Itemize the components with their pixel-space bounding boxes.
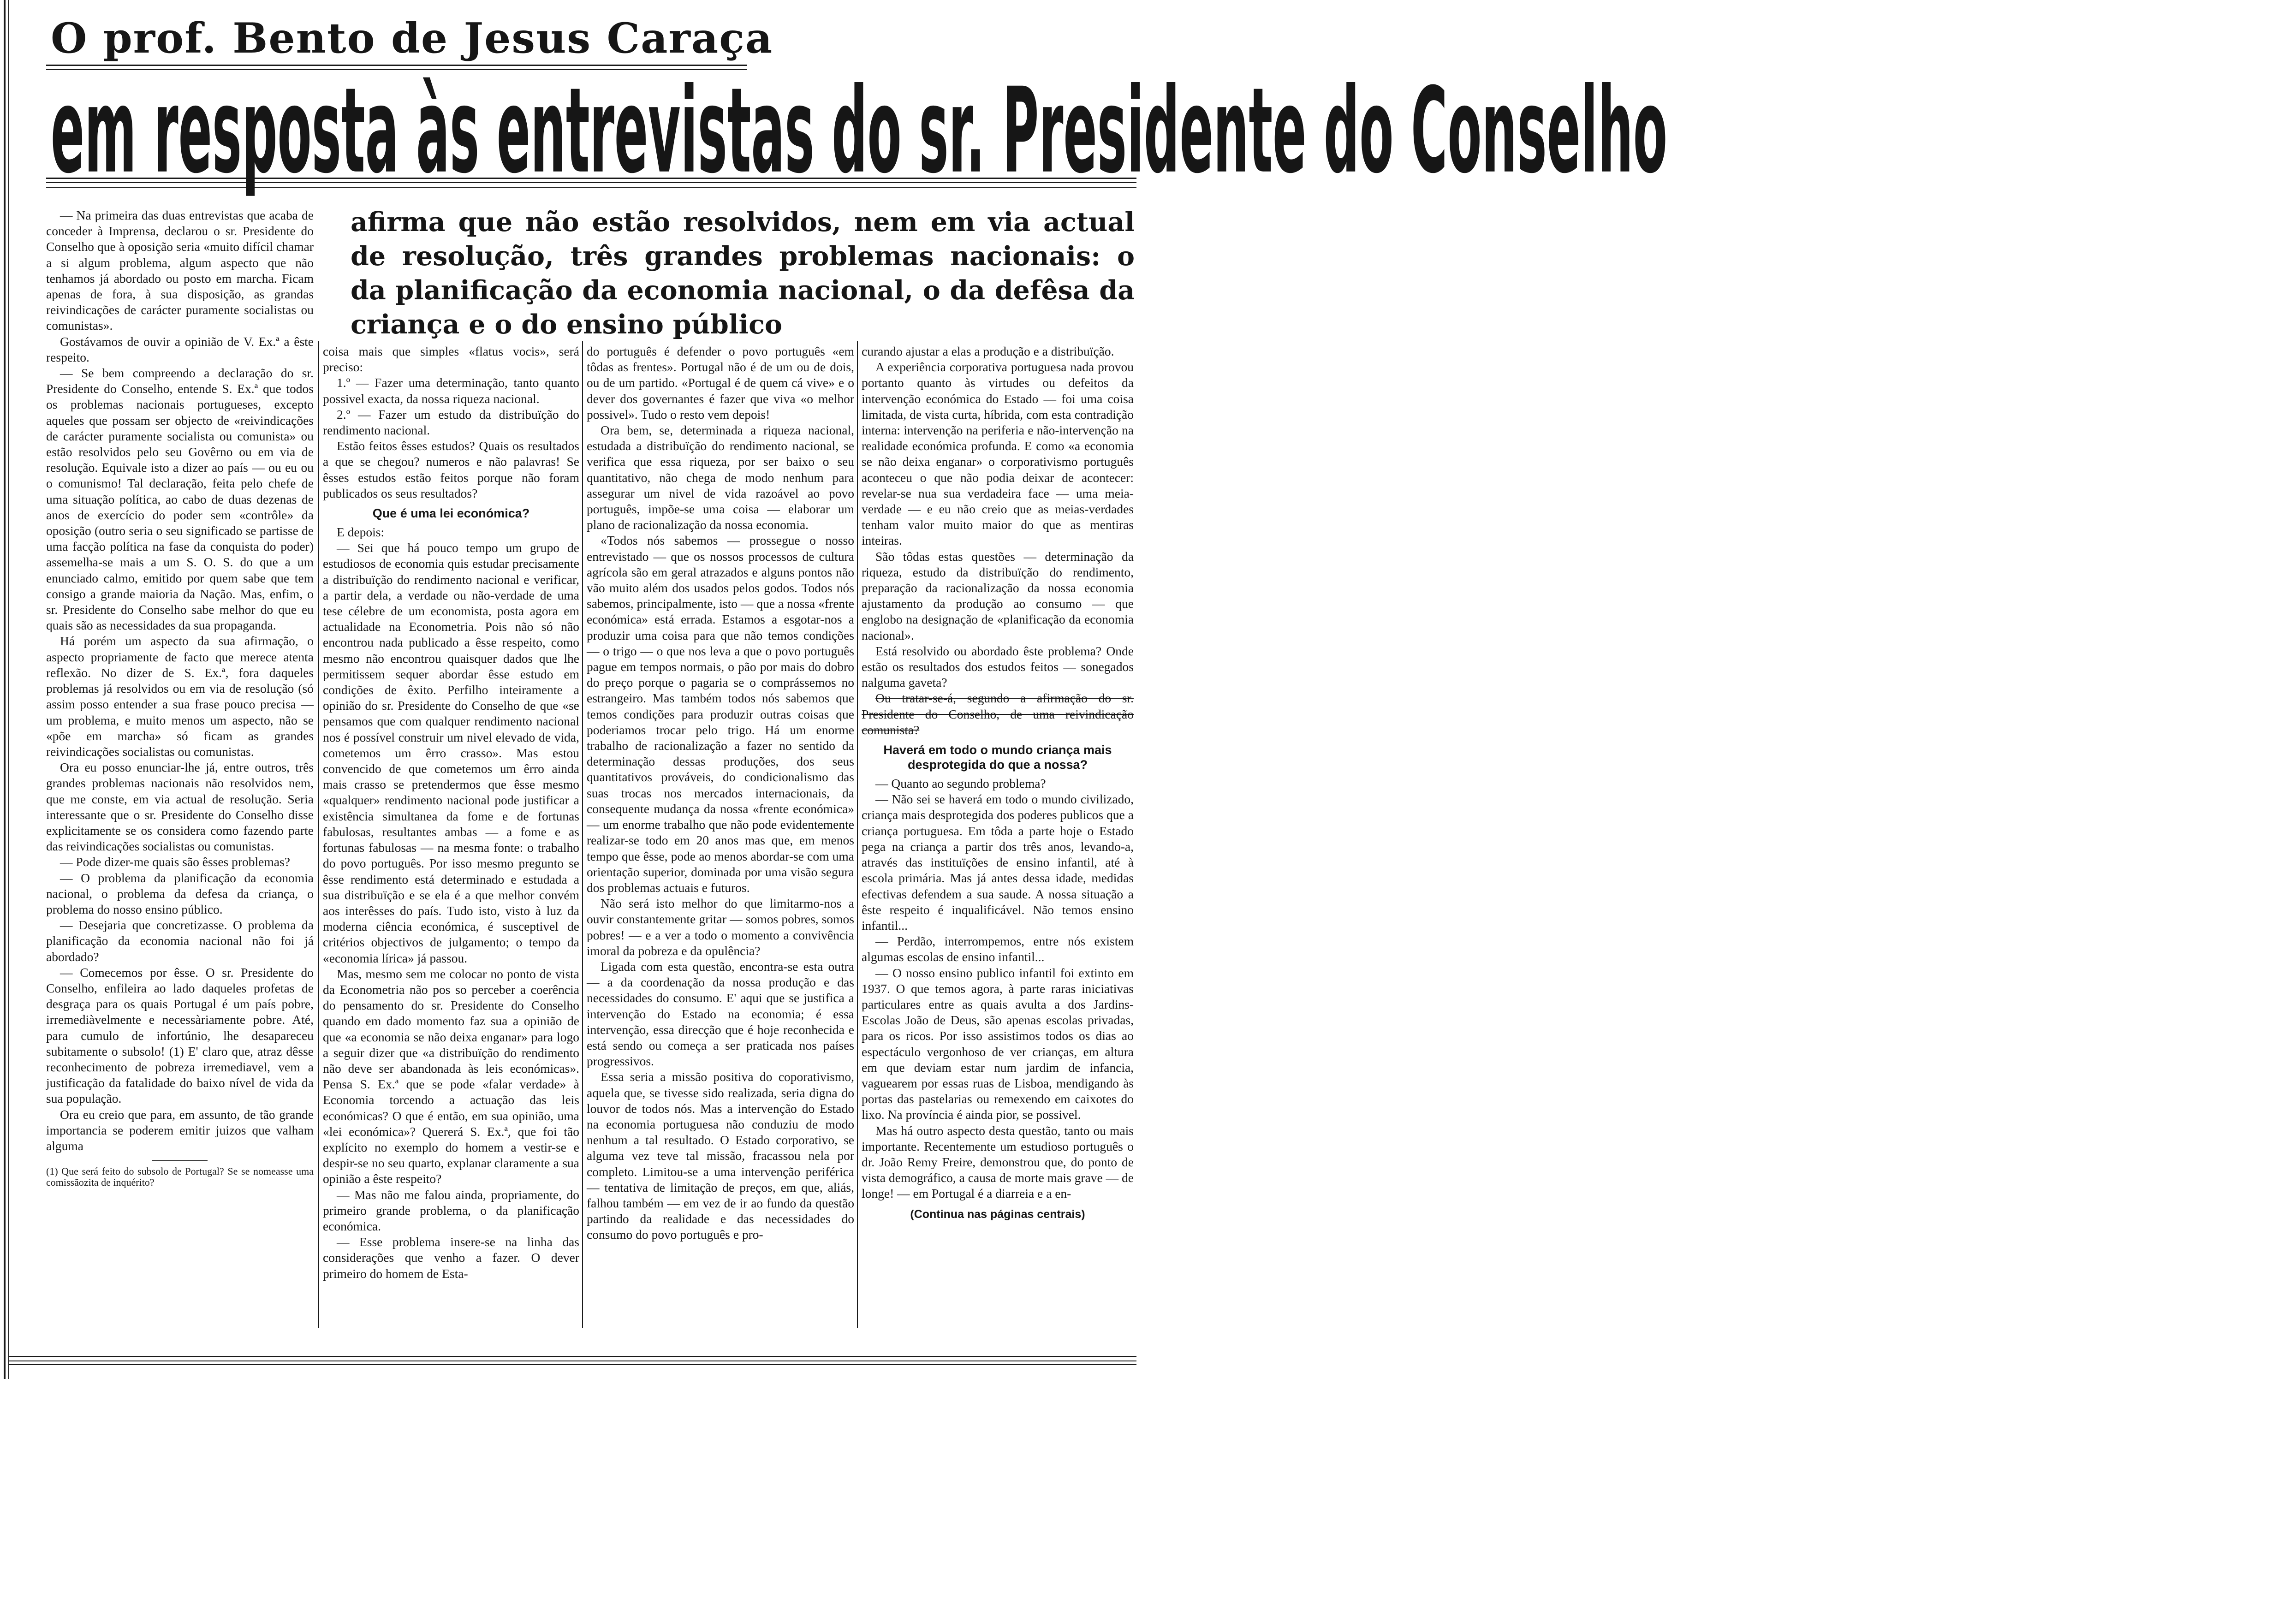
col4-para: — Quanto ao segundo problema? xyxy=(875,776,1046,791)
footnote: (1) Que será feito do subsolo de Portugal? Se se nomeasse uma comissãozita de inquérito? xyxy=(46,1165,314,1188)
col4-para-struck: Ou tratar-se-á, segundo a afirmação do sr. Presidente do Conselho, de uma reivindicação comunista? xyxy=(862,691,1134,737)
col3-para: do português é defender o povo português «em tôdas as frentes». Portugal não é de um ou de dois, ou de um partido. «Portugal é de quem cá vive» e o dever dos governantes é fazer que viva «o melhor possivel». Tudo o resto vem depois! xyxy=(587,344,854,422)
bottom-rule-1 xyxy=(9,1356,1136,1357)
col1-para: — Desejaria que concretizasse. O problema da planificação da economia nacional não foi já abordado? xyxy=(46,918,314,964)
col2-subheading: Que é uma lei económica? xyxy=(372,506,530,521)
article-column-4 xyxy=(862,344,1134,1349)
col4-para: curando ajustar a elas a produção e a distribuïção. xyxy=(862,344,1114,358)
col1-para: Há porém um aspecto da sua afirmação, o aspecto propriamente de facto que merece atenta reflexão. No dizer de S. Ex.ª, fora daqueles problemas já resolvidos ou em via de resolução (só assim posso entender a sua frase pouco precisa — um problema, e muito menos um aspecto, não se «põe em marcha» só ficam as grandes reivindicações socialistas ou comunistas. xyxy=(46,634,314,759)
col4-para: São tôdas estas questões — determinação da riqueza, estudo da distribuïção do rendimento, preparação da racionalização da nossa economia ajustamento da produção ao consumo — que englobo na designação de «planificação da economia nacional». xyxy=(862,549,1134,642)
bottom-rule-3 xyxy=(9,1364,1136,1365)
col3-para: Ora bem, se, determinada a riqueza nacional, estudada a distribuïção do rendimento nacional, se verifica que essa riqueza, por ser baixo o seu quantitativo, não chega de modo nenhum para assegurar um nivel de vida razoável ao povo português, impõe-se uma coisa — elaborar um plano de racionalização da nossa economia. xyxy=(587,423,854,532)
col4-subheading: Haverá em todo o mundo criança mais desprotegida do que a nossa? xyxy=(883,743,1112,772)
col1-para: — Pode dizer-me quais são êsses problemas? xyxy=(60,855,290,869)
col2-para: — Esse problema insere-se na linha das considerações que venho a fazer. O dever primeiro do homem de Esta- xyxy=(323,1235,579,1281)
col2-para: — Mas não me falou ainda, propriamente, do primeiro grande problema, o da planificação económica. xyxy=(323,1187,579,1233)
left-border-rule-inner xyxy=(8,0,9,1379)
article-column-3 xyxy=(587,344,854,1349)
col1-para: Ora eu posso enunciar-lhe já, entre outros, três grandes problemas nacionais não resolvidos nem, que me conste, em via actual de resolução. Seria interessante que o sr. Presidente do Conselho disse explicitamente se os considera como fazendo parte das reivindicações socialistas ou comunistas. xyxy=(46,760,314,854)
col1-para: — Se bem compreendo a declaração do sr. Presidente do Conselho, entende S. Ex.ª que todos os problemas nacionais portugueses, excepto aqueles que possam ser objecto de «reivindicações de carácter puramente socialista ou comunista» ou estão resolvidos pelo seu Govêrno ou em via de resolução. Equivale isto a dizer ao país — ou eu ou o comunismo! Tal declaração, feita pelo chefe de uma situação política, ao cabo de duas dezenas de anos de exercício do poder sem «contrôle» da oposição (outro seria o seu significado se partisse de uma facção política na fase da conquista do poder) assemelha-se mais a um S. O. S. do que a um enunciado calmo, emitido por quem sabe que tem consigo a grande maioria da Nação. Mas, enfim, o sr. Presidente do Conselho sabe melhor do que eu quais são as necessidades da sua propaganda. xyxy=(46,366,314,633)
col4-para: — O nosso ensino publico infantil foi extinto em 1937. O que temos agora, à parte raras iniciativas particulares entre as quais avulta a dos Jardins-Escolas João de Deus, são apenas escolas privadas, para os ricos. Por isso assistimos todos os dias ao espectáculo vergonhoso de ver crianças, em altura em que deviam estar num jardim de infancia, vaguearem por essas ruas de Lisboa, mendigando às portas das pastelarias ou remexendo em caixotes do lixo. Na província é ainda pior, se possivel. xyxy=(862,965,1134,1122)
col4-para: Está resolvido ou abordado êste problema? Onde estão os resultados dos estudos feitos — sonegados nalguma gaveta? xyxy=(862,643,1134,690)
col4-para: A experiência corporativa portuguesa nada provou portanto quanto às virtudes ou defeitos da intervenção económica do Estado — foi uma coisa limitada, de vista curta, híbrida, com esta contradição interna: intervenção na periferia e não-intervenção na realidade económica profunda. E como «a economia se não deixa enganar» o corporativismo português aconteceu o que não podia deixar de acontecer: revelar-se nua sua verdadeira face — uma meia-verdade — e eu não creio que as meias-verdades tenham valor muito maior do que as mentiras inteiras. xyxy=(862,360,1134,548)
col3-para: «Todos nós sabemos — prosseguе o nosso entrevistado — que os nossos processos de cultura agrícola são em geral atrazados e alguns pontos não vão muito além dos usados pelos godos. Todos nós sabemos, principalmente, isto — que a nossa «frente económica» está errada. Estamos a esgotar-nos a produzir uma coisa para que não temos condições — o trigo — o que nos leva a que o povo português pague em tempos normais, o pão por mais do dobro do preço porque o pagaria se o comprássemos no estrangeiro. Mas também todos nós sabemos que temos condições para produzir outras coisas que poderiamos trocar pelo trigo. Há um enorme trabalho de racionalização a fazer no sentido da determinação dessas produções, dos seus quantitativos prováveis, do condicionalismo das suas trocas nos mercados internacionais, da consequente mudança da nossa «frente económica» — um enorme trabalho que não pode evidentemente realizar-se todo em 20 anos mas que, em menos tempo que êsse, pode ao menos abordar-se com uma orientação superior, dominada por uma visão segura dos problemas actuais e futuros. xyxy=(587,533,854,895)
col3-para: Não será isto melhor do que limitarmo-nos a ouvir constantemente gritar — somos pobres, somos pobres! — e a ver a todo o momento a convivência imoral da pobreza e da opulência? xyxy=(587,896,854,958)
col2-para: Mas, mesmo sem me colocar no ponto de vista da Econometria não pos so perceber a coerência do pensamento do sr. Presidente do Conselho quando em dado momento faz sua a opinião de que «a economia se não deixa enganar» para logo a seguir dizer que «a distribuïção do rendimento não deve ser abandonada às leis económicas». Pensa S. Ex.ª que se pode «falar verdade» à Economia torcendo a actuação das leis económicas? O que é então, em sua opinião, uma «lei económica»? Quererá S. Ex.ª, que foi tão explícito no exemplo do homem a vestir-se e despir-se no seu quarto, explanar claramente a sua opinião a êste respeito? xyxy=(323,966,579,1186)
col1-para: — Comecemos por êsse. O sr. Presidente do Conselho, enfileira ao lado daqueles profetas de desgraça para os quais Portugal é um país pobre, irremediàvelmente e necessàriamente pobre. Até, para cumulo de infortúnio, lhe desapareceu subitamente o subsolo! (1) E' claro que, atraz dêsse reconhecimento de pobreza irremediavel, vem a justificação da fatalidade do baixo nível de vida da sua população. xyxy=(46,965,314,1106)
article-column-1 xyxy=(46,208,314,1351)
col4-para: — Não sei se haverá em todo o mundo civilizado, criança mais desprotegida dos poderes publicos que a criança portuguesa. Em tôda a parte hoje o Estado pega na criança a partir dos três anos, levando-a, através das instituïções de ensino infantil, até à escola primária. Mas já antes dessa idade, medidas efectivas defendem a sua saude. A nossa situação a êste respeito é inqualificável. Não temos ensino infantil... xyxy=(862,792,1134,933)
col2-para: coisa mais que simples «flatus vocis», será preciso: xyxy=(323,344,579,374)
col3-para: Ligada com esta questão, encontra-se esta outra — a da coordenação da nossa produção e das necessidades do consumo. E' aqui que se justifica a intervenção do Estado na economia; é essa intervenção, essa direcção que é hoje reconhecida e está sendo ou começa a ser praticada nos países progressivos. xyxy=(587,959,854,1069)
col2-para: 2.º — Fazer um estudo da distribuïção do rendimento nacional. xyxy=(323,407,579,438)
col3-para: Essa seria a missão positiva do coporativismo, aquela que, se tivesse sido realizada, seria digna do louvor de todos nós. Mas a intervenção do Estado na economia portuguesa não conduziu de modo nenhum a tal resultado. O Estado corporativo, se alguma vez teve tal missão, fracassou nela por completo. Limitou-se a uma intervenção periférica — tentativa de limitação de preços, em que, aliás, falhou também — em vez de ir ao fundo da questão partindo da realidade e das necessidades do consumo do povo português e pro- xyxy=(587,1069,854,1242)
column-rule-1 xyxy=(318,341,319,1328)
col2-para: — Sei que há pouco tempo um grupo de estudiosos de economia quis estudar precisamente a distribuïção do rendimento nacional e verificar, a partir dela, a verdade ou não-verdade de uma tese célebre de um economista, posta agora em actualidade na Econometria. Pois não só não encontrou nada publicado a êsse respeito, como mesmo não encontrou quaisquer dados que lhe permitissem sequer abordar êsse estudo em condições de êxito. Perfilho inteiramente a opinião do sr. Presidente do Conselho de que «se pensamos que com qualquer rendimento nacional nos é possível construir um nivel elevado de vida, cometemos um êrro crasso». Mas estou convencido de que cometemos um êrro ainda mais crasso se pretendermos que êsse mesmo «qualquer» rendimento nacional pode justificar a existência simultanea da fome e de fortunas fabulosas, resultantes ambas — a fome e as fortunas fabulosas — na mesma fonte: o trabalho do povo português. Por isso mesmo pregunto se êsse rendimento está determinado e estudada a sua distribuïção e se ela é a que melhor convém aos interêsses do país. Tudo isto, visto à luz da moderna ciência económica, é susceptivel de critérios objectivos de julgamento; o tempo da «economia lírica» já passou. xyxy=(323,541,579,965)
col1-para: — O problema da planificação da economia nacional, o problema da defesa da criança, o problema do nosso ensino público. xyxy=(46,870,314,916)
headline-main xyxy=(51,63,1668,200)
col4-para: — Perdão, interrompemos, entre nós existem algumas escolas de ensino infantil... xyxy=(862,934,1134,964)
continued-note: (Continua nas páginas centrais) xyxy=(910,1207,1085,1221)
col1-para: — Na primeira das duas entrevistas que acaba de conceder à Imprensa, declarou o sr. Presidente do Conselho que à oposição seria «muito difícil chamar a si algum problema, algum aspecto que não tenhamos já abordado ou posto em marcha. Ficam apenas de fora, à sua disposição, as grandas reivindicações de carácter puramente socialistas ou comunistas». xyxy=(46,208,314,333)
footnote-divider xyxy=(152,1160,208,1161)
col2-para: Estão feitos êsses estudos? Quais os resultados a que se chegou? numeros e não palavras! Se êsses estudos estão feitos porque não foram publicados os seus resultados? xyxy=(323,439,579,500)
col2-para: 1.º — Fazer uma determinação, tanto quanto possivel exacta, da nossa riqueza nacional. xyxy=(323,375,579,406)
col2-para: E depois: xyxy=(337,525,385,540)
article-column-2 xyxy=(323,344,579,1349)
left-border-rule xyxy=(4,0,6,1379)
column-rule-3 xyxy=(857,341,858,1328)
col1-para: Ora eu creio que para, em assunto, de tão grande importancia se poderem emitir juizos que valham alguma xyxy=(46,1107,314,1153)
subheadline: afirma que não estão resolvidos, nem em via actual de resolução, três grandes problemas nacionais: o da planificação da economia nacional, o da defêsa da criança e o do ensino público xyxy=(351,207,1135,340)
col4-para: Mas há outro aspecto desta questão, tanto ou mais importante. Recentemente um estudioso português o dr. João Remy Freire, demonstrou que, do ponto de vista demográfico, a causa de morte mais grave — de longe! — em Portugal é a diarreia e a en- xyxy=(862,1123,1134,1201)
headline-main-text: em resposta às entrevistas do sr. Presidente do Conselho xyxy=(51,63,1668,200)
column-rule-2 xyxy=(582,341,583,1328)
headline-top: O prof. Bento de Jesus Caraça xyxy=(51,14,773,63)
col1-para: Gostávamos de ouvir a opinião de V. Ex.ª a êste respeito. xyxy=(46,334,314,364)
